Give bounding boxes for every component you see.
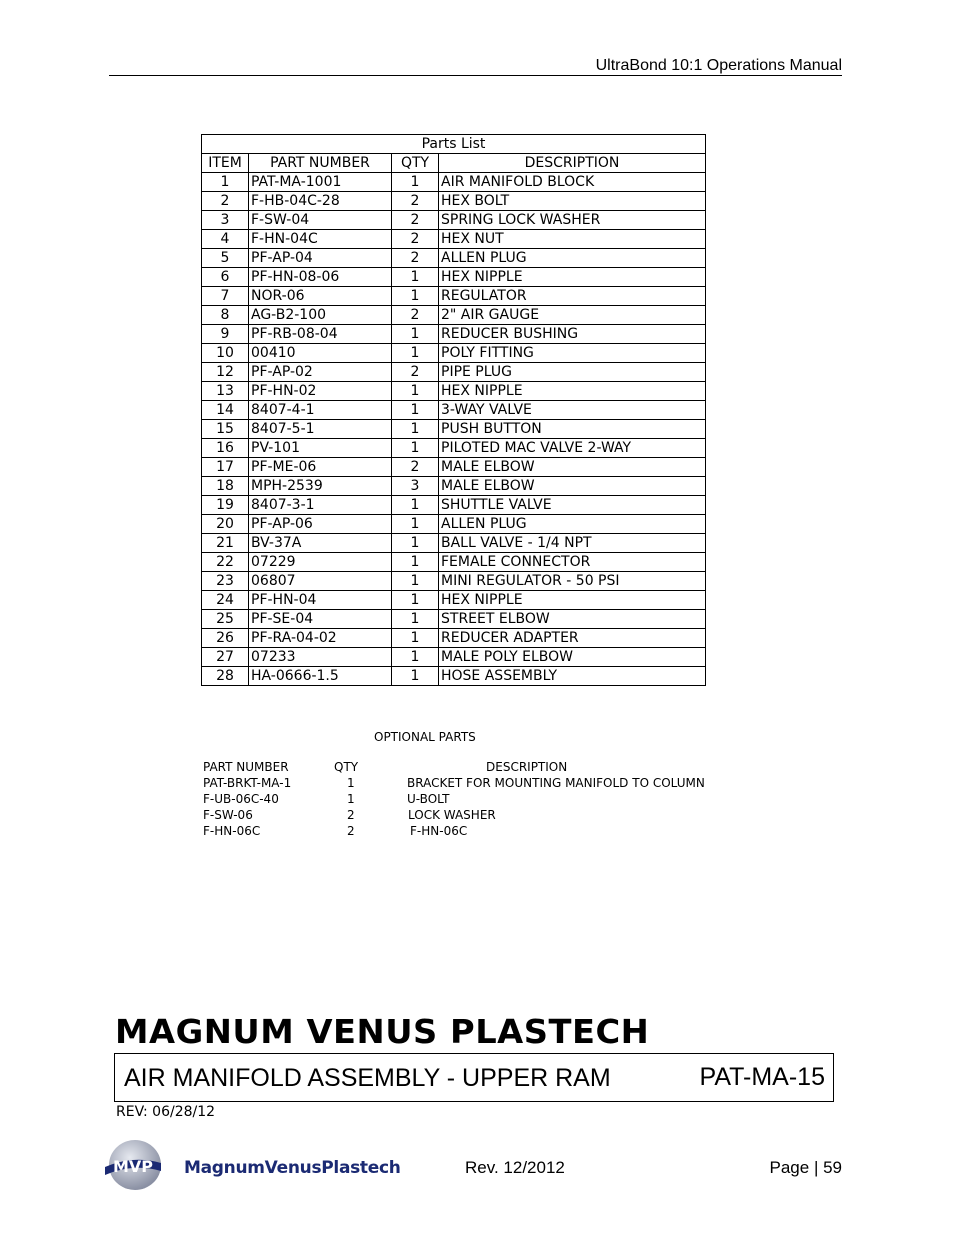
quantity-cell: 1 — [392, 648, 439, 667]
drawing-number: PAT-MA-15 — [699, 1063, 825, 1091]
part-number-cell: PAT-MA-1001 — [249, 173, 392, 192]
table-row — [202, 496, 706, 515]
quantity-cell: 1 — [392, 439, 439, 458]
drawing-title: AIR MANIFOLD ASSEMBLY - UPPER RAM — [124, 1064, 611, 1092]
part-number-cell: F-HB-04C-28 — [249, 192, 392, 211]
list-item — [203, 792, 723, 808]
optional-qty: 1 — [347, 792, 355, 806]
optional-description: U-BOLT — [407, 792, 450, 806]
quantity-cell: 1 — [392, 173, 439, 192]
description-cell: AIR MANIFOLD BLOCK — [439, 173, 706, 192]
table-row — [202, 173, 706, 192]
list-item — [203, 824, 723, 840]
part-number-cell: 07229 — [249, 553, 392, 572]
quantity-cell: 1 — [392, 572, 439, 591]
description-cell: SHUTTLE VALVE — [439, 496, 706, 515]
description-cell: HOSE ASSEMBLY — [439, 667, 706, 686]
part-number-cell: 07233 — [249, 648, 392, 667]
quantity-cell: 1 — [392, 629, 439, 648]
table-row — [202, 458, 706, 477]
table-row — [202, 268, 706, 287]
item-number-cell: 5 — [202, 249, 249, 268]
table-row — [202, 439, 706, 458]
quantity-cell: 1 — [392, 344, 439, 363]
optional-part-number: F-HN-06C — [203, 824, 261, 838]
optional-qty: 2 — [347, 808, 355, 822]
part-number-cell: PF-RB-08-04 — [249, 325, 392, 344]
quantity-cell: 2 — [392, 458, 439, 477]
description-cell: MALE ELBOW — [439, 477, 706, 496]
table-row — [202, 306, 706, 325]
quantity-cell: 1 — [392, 610, 439, 629]
description-cell: HEX NUT — [439, 230, 706, 249]
optional-parts-title: OPTIONAL PARTS — [374, 730, 476, 744]
quantity-cell: 1 — [392, 420, 439, 439]
description-cell: ALLEN PLUG — [439, 515, 706, 534]
quantity-cell: 1 — [392, 591, 439, 610]
table-row — [202, 477, 706, 496]
optional-header-description: DESCRIPTION — [486, 760, 568, 774]
description-cell: PILOTED MAC VALVE 2-WAY — [439, 439, 706, 458]
optional-part-number: PAT-BRKT-MA-1 — [203, 776, 292, 790]
quantity-cell: 1 — [392, 401, 439, 420]
description-cell: HEX BOLT — [439, 192, 706, 211]
manual-title: UltraBond 10:1 Operations Manual — [595, 57, 842, 74]
logo-text: MagnumVenusPlastech — [184, 1158, 401, 1178]
item-number-cell: 3 — [202, 211, 249, 230]
column-header-qty: QTY — [392, 154, 439, 173]
part-number-cell: 8407-4-1 — [249, 401, 392, 420]
part-number-cell: PF-HN-04 — [249, 591, 392, 610]
list-item — [203, 808, 723, 824]
description-cell: REGULATOR — [439, 287, 706, 306]
quantity-cell: 1 — [392, 287, 439, 306]
item-number-cell: 9 — [202, 325, 249, 344]
description-cell: 3-WAY VALVE — [439, 401, 706, 420]
table-row — [202, 363, 706, 382]
logo-initials: MVP — [112, 1157, 154, 1176]
description-cell: HEX NIPPLE — [439, 268, 706, 287]
quantity-cell: 1 — [392, 553, 439, 572]
item-number-cell: 22 — [202, 553, 249, 572]
description-cell: REDUCER BUSHING — [439, 325, 706, 344]
page-header — [109, 57, 842, 76]
quantity-cell: 2 — [392, 211, 439, 230]
list-item — [203, 776, 723, 792]
part-number-cell: PF-AP-02 — [249, 363, 392, 382]
table-row — [202, 401, 706, 420]
item-number-cell: 2 — [202, 192, 249, 211]
table-row — [202, 515, 706, 534]
quantity-cell: 1 — [392, 515, 439, 534]
table-row — [202, 534, 706, 553]
quantity-cell: 1 — [392, 534, 439, 553]
part-number-cell: PF-ME-06 — [249, 458, 392, 477]
quantity-cell: 3 — [392, 477, 439, 496]
table-row — [202, 325, 706, 344]
part-number-cell: 8407-3-1 — [249, 496, 392, 515]
quantity-cell: 1 — [392, 382, 439, 401]
part-number-cell: PF-HN-02 — [249, 382, 392, 401]
optional-qty: 1 — [347, 776, 355, 790]
item-number-cell: 14 — [202, 401, 249, 420]
description-cell: FEMALE CONNECTOR — [439, 553, 706, 572]
column-header-part-number: PART NUMBER — [249, 154, 392, 173]
quantity-cell: 1 — [392, 667, 439, 686]
item-number-cell: 23 — [202, 572, 249, 591]
quantity-cell: 2 — [392, 306, 439, 325]
part-number-cell: PF-AP-06 — [249, 515, 392, 534]
item-number-cell: 21 — [202, 534, 249, 553]
table-row — [202, 420, 706, 439]
description-cell: 2" AIR GAUGE — [439, 306, 706, 325]
item-number-cell: 18 — [202, 477, 249, 496]
quantity-cell: 1 — [392, 325, 439, 344]
description-cell: MALE ELBOW — [439, 458, 706, 477]
table-row — [202, 344, 706, 363]
parts-list-table — [201, 134, 706, 686]
description-cell: POLY FITTING — [439, 344, 706, 363]
item-number-cell: 15 — [202, 420, 249, 439]
part-number-cell: MPH-2539 — [249, 477, 392, 496]
table-row — [202, 287, 706, 306]
quantity-cell: 2 — [392, 230, 439, 249]
part-number-cell: F-SW-04 — [249, 211, 392, 230]
part-number-cell: PF-RA-04-02 — [249, 629, 392, 648]
column-header-description: DESCRIPTION — [439, 154, 706, 173]
title-block — [114, 1053, 834, 1102]
item-number-cell: 8 — [202, 306, 249, 325]
item-number-cell: 16 — [202, 439, 249, 458]
part-number-cell: 8407-5-1 — [249, 420, 392, 439]
table-row — [202, 230, 706, 249]
optional-part-number: F-SW-06 — [203, 808, 253, 822]
description-cell: MINI REGULATOR - 50 PSI — [439, 572, 706, 591]
item-number-cell: 10 — [202, 344, 249, 363]
table-row — [202, 648, 706, 667]
description-cell: STREET ELBOW — [439, 610, 706, 629]
quantity-cell: 1 — [392, 268, 439, 287]
optional-part-number: F-UB-06C-40 — [203, 792, 279, 806]
part-number-cell: AG-B2-100 — [249, 306, 392, 325]
part-number-cell: PF-AP-04 — [249, 249, 392, 268]
table-row — [202, 382, 706, 401]
part-number-cell: PV-101 — [249, 439, 392, 458]
company-name: MAGNUM VENUS PLASTECH — [115, 1012, 650, 1051]
description-cell: MALE POLY ELBOW — [439, 648, 706, 667]
parts-list-body — [202, 173, 706, 686]
part-number-cell: NOR-06 — [249, 287, 392, 306]
quantity-cell: 2 — [392, 192, 439, 211]
quantity-cell: 2 — [392, 249, 439, 268]
description-cell: REDUCER ADAPTER — [439, 629, 706, 648]
item-number-cell: 28 — [202, 667, 249, 686]
table-row — [202, 610, 706, 629]
item-number-cell: 25 — [202, 610, 249, 629]
optional-description: BRACKET FOR MOUNTING MANIFOLD TO COLUMN — [407, 776, 705, 790]
part-number-cell: PF-HN-08-06 — [249, 268, 392, 287]
quantity-cell: 2 — [392, 363, 439, 382]
item-number-cell: 26 — [202, 629, 249, 648]
optional-description: F-HN-06C — [410, 824, 468, 838]
revision-date: REV: 06/28/12 — [116, 1104, 216, 1120]
part-number-cell: 06807 — [249, 572, 392, 591]
part-number-cell: PF-SE-04 — [249, 610, 392, 629]
item-number-cell: 1 — [202, 173, 249, 192]
item-number-cell: 7 — [202, 287, 249, 306]
optional-description: LOCK WASHER — [408, 808, 496, 822]
part-number-cell: F-HN-04C — [249, 230, 392, 249]
description-cell: PIPE PLUG — [439, 363, 706, 382]
description-cell: HEX NIPPLE — [439, 591, 706, 610]
table-row — [202, 591, 706, 610]
description-cell: SPRING LOCK WASHER — [439, 211, 706, 230]
part-number-cell: HA-0666-1.5 — [249, 667, 392, 686]
table-row — [202, 629, 706, 648]
description-cell: BALL VALVE - 1/4 NPT — [439, 534, 706, 553]
part-number-cell: BV-37A — [249, 534, 392, 553]
optional-header-part-number: PART NUMBER — [203, 760, 289, 774]
column-header-item: ITEM — [202, 154, 249, 173]
item-number-cell: 17 — [202, 458, 249, 477]
mvp-logo-icon — [103, 1137, 163, 1192]
item-number-cell: 24 — [202, 591, 249, 610]
item-number-cell: 19 — [202, 496, 249, 515]
table-row — [202, 192, 706, 211]
part-number-cell: 00410 — [249, 344, 392, 363]
item-number-cell: 6 — [202, 268, 249, 287]
description-cell: ALLEN PLUG — [439, 249, 706, 268]
page-number: Page | 59 — [769, 1158, 842, 1177]
item-number-cell: 20 — [202, 515, 249, 534]
quantity-cell: 1 — [392, 496, 439, 515]
description-cell: HEX NIPPLE — [439, 382, 706, 401]
table-row — [202, 572, 706, 591]
table-row — [202, 553, 706, 572]
item-number-cell: 12 — [202, 363, 249, 382]
item-number-cell: 4 — [202, 230, 249, 249]
parts-list-title: Parts List — [202, 135, 706, 154]
optional-parts-header — [203, 760, 723, 776]
item-number-cell: 13 — [202, 382, 249, 401]
table-row — [202, 211, 706, 230]
optional-qty: 2 — [347, 824, 355, 838]
footer-revision: Rev. 12/2012 — [465, 1158, 565, 1177]
item-number-cell: 27 — [202, 648, 249, 667]
optional-header-qty: QTY — [334, 760, 359, 774]
table-row — [202, 667, 706, 686]
description-cell: PUSH BUTTON — [439, 420, 706, 439]
table-row — [202, 249, 706, 268]
